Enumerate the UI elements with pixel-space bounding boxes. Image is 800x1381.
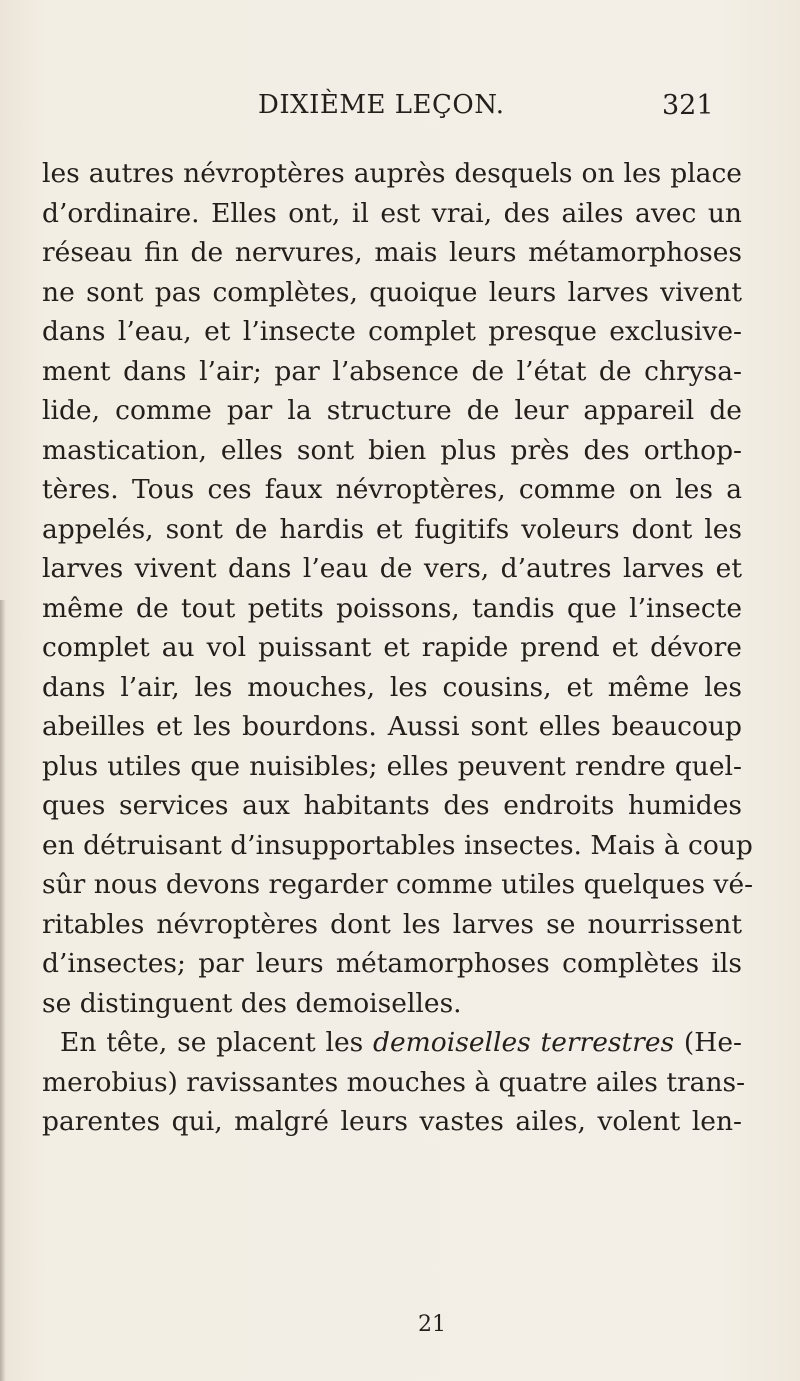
text-line: même de tout petits poissons, tandis que l’insecte xyxy=(42,592,742,624)
text-line: dans l’air, les mouches, les cousins, et même les xyxy=(42,671,742,703)
text-line: larves vivent dans l’eau de vers, d’autres larves et xyxy=(42,553,742,584)
text-line: appelés, sont de hardis et fugitifs voleurs dont les xyxy=(42,513,742,545)
page-header xyxy=(0,90,800,130)
text-line: merobius) ravissantes mouches à quatre ailes trans- xyxy=(42,1066,746,1098)
text-line: sûr nous devons regarder comme utiles quelques vé- xyxy=(42,869,754,900)
text-line: abeilles et les bourdons. Aussi sont elles beaucoup xyxy=(42,711,742,742)
text-line: ment dans l’air; par l’absence de l’état de chrysa- xyxy=(42,355,742,387)
text-line: lide, comme par la structure de leur appareil de xyxy=(42,395,742,426)
text-line: ne sont pas complètes, quoique leurs larves vivent xyxy=(42,276,742,308)
text-line: en détruisant d’insupportables insectes. Mais à coup xyxy=(42,829,753,861)
text-line: les autres névroptères auprès desquels on les place xyxy=(42,158,742,189)
text-line: d’ordinaire. Elles ont, il est vrai, des ailes avec un xyxy=(42,197,742,229)
text-line: ques services aux habitants des endroits humides xyxy=(42,790,742,821)
text-line: tères. Tous ces faux névroptères, comme on les a xyxy=(42,474,742,505)
italic-term: demoiselles terrestres xyxy=(373,1027,675,1058)
paragraph-end-line: se distinguent des demoiselles. xyxy=(42,987,462,1019)
text-line: parentes qui, malgré leurs vastes ailes, volent len- xyxy=(42,1106,742,1137)
signature-mark: 21 xyxy=(418,1312,446,1337)
paragraph-start-line xyxy=(42,1023,742,1063)
text-line: d’insectes; par leurs métamorphoses complètes ils xyxy=(42,948,742,979)
text-line: mastication, elles sont bien plus près des orthop- xyxy=(42,434,742,466)
para2-text-start: En tête, se placent les xyxy=(60,1027,374,1058)
text-line: dans l’eau, et l’insecte complet presque exclusive- xyxy=(42,316,742,347)
page-number: 321 xyxy=(662,90,714,121)
text-line: plus utiles que nuisibles; elles peuvent rendre quel- xyxy=(42,750,742,782)
body-text xyxy=(42,154,754,1142)
text-line: ritables névroptères dont les larves se nourrissent xyxy=(42,908,742,940)
text-line: complet au vol puissant et rapide prend et dévore xyxy=(42,632,742,663)
para2-text-end: (He- xyxy=(674,1027,742,1058)
text-line: réseau fin de nervures, mais leurs métamorphoses xyxy=(42,237,742,268)
running-title: DIXIÈME LEÇON. xyxy=(258,90,505,120)
page-edge-shadow xyxy=(0,600,6,1381)
